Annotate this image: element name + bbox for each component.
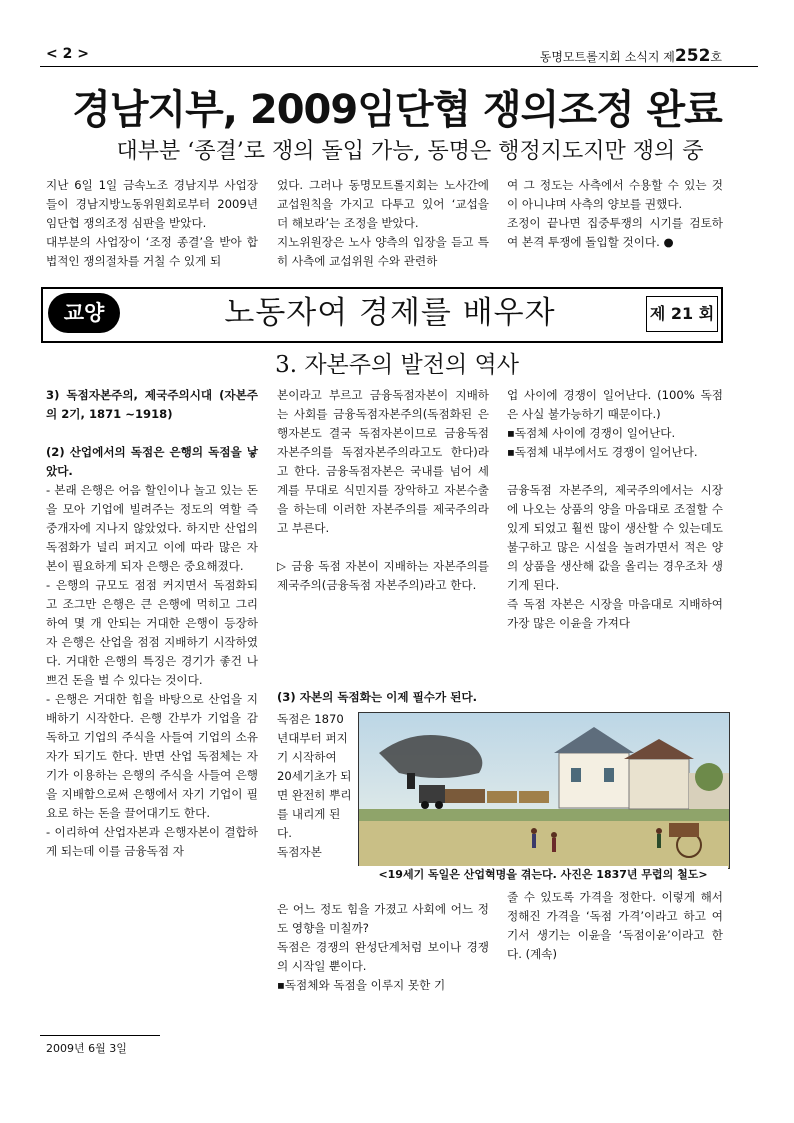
railway-painting xyxy=(358,712,730,869)
article1-col2 xyxy=(277,176,489,271)
header-rule xyxy=(40,66,758,67)
railway-illustration xyxy=(359,713,729,868)
paragraph: - 이리하여 산업자본과 은행자본이 결합하게 되는데 이를 금융독점 자 xyxy=(46,825,258,858)
paragraph: - 은행의 규모도 점점 커지면서 독점화되고 조그만 은행은 큰 은행에 먹히고 그리하여 몇 개 안되는 거대한 은행이 등장하자 은행은 산업을 점점 지배하기 시작하였다. 거대한 은행의 특징은 경기가 좋건 나쁘건 돈을 벌 수 있다는 것이다. xyxy=(46,578,258,687)
paragraph: 독점은 1870년대부터 퍼지기 시작하여 20세기초가 되면 완전히 뿌리를 내리게 된다. xyxy=(277,712,352,840)
series-title: 노동자여 경제를 배우자 xyxy=(224,295,556,331)
paragraph: 즉 독점 자본은 시장을 마음대로 지배하여 가장 많은 이윤을 가져다 xyxy=(507,597,723,630)
paragraph: 지노위원장은 노사 양측의 입장을 듣고 특히 사측에 교섭위원 수와 관련하 xyxy=(277,235,489,268)
essay-col2 xyxy=(277,386,489,595)
publish-date: 2009년 6월 3일 xyxy=(46,1042,127,1055)
article1-col3 xyxy=(507,176,723,252)
spacer xyxy=(46,424,258,443)
sub-heading: (3) 자본의 독점화는 이제 필수가 된다. xyxy=(277,690,478,704)
spacer xyxy=(277,538,489,557)
paragraph: - 본래 은행은 어음 할인이나 놀고 있는 돈을 모아 기업에 빌려주는 정도의 역할 즉 중개자에 지나지 않았었다. 하지만 산업의 독점화가 널리 퍼지고 이에 따라 많은 자본이 필요하게 되자 은행은 중요해졌다. xyxy=(46,483,258,573)
paragraph: 업 사이에 경쟁이 일어난다. (100% 독점은 사실 불가능하기 때문이다.) xyxy=(507,388,723,421)
headline: 경남지부, 2009임단협 쟁의조정 완료 xyxy=(72,87,722,133)
episode-number: 제 21 회 xyxy=(646,296,718,332)
paragraph: ▪독점체와 독점을 이루지 못한 기 xyxy=(277,978,446,992)
article1-col1 xyxy=(46,176,258,271)
sub-heading: (2) 산업에서의 독점은 은행의 독점을 낳았다. xyxy=(46,445,258,478)
paragraph: - 은행은 거대한 힘을 바탕으로 산업을 지배하기 시작한다. 은행 간부가 기업을 감독하고 기업의 주식을 사들여 기업의 소유자가 되기도 한다. 반면 산업 독점체는 자기가 이용하는 은행의 주식을 사들여 은행을 지배함으로써 은행에서 자기 기업이 필요로 하는 돈을 끌어대기도 한다. xyxy=(46,692,258,820)
paragraph: ▪독점체 사이에 경쟁이 일어난다. xyxy=(507,426,676,440)
paragraph: 본이라고 부르고 금융독점자본이 지배하는 사회를 금융독점자본주의(독점화된 은행자본도 결국 독점자본이므로 금융독점자본주의를 독점자본주의라고도 한다)라고 한다. 금융독점자본은 국내를 넘어 세계를 무대로 식민지를 장악하고 자본수출을 하는데 이러한 자본주의를 제국주의라고 부른다. xyxy=(277,388,489,535)
essay-col2-bottom xyxy=(277,900,489,995)
paragraph: ▷ 금융 독점 자본이 지배하는 자본주의를 제국주의(금융독점 자본주의)라고 한다. xyxy=(277,559,489,592)
wrap-text xyxy=(277,710,353,862)
subheadline: 대부분 ‘종결’로 쟁의 돌입 가능, 동명은 행정지도지만 쟁의 중 xyxy=(116,139,704,164)
publication-name: 동명모트롤지회 소식지 제 xyxy=(539,50,675,64)
series-tag: 교양 xyxy=(48,293,120,333)
issue-number: 252 xyxy=(674,46,711,66)
section-heading: 3) 독점자본주의, 제국주의시대 (자본주의 2기, 1871 ~1918) xyxy=(46,388,258,421)
publication-header xyxy=(540,46,722,66)
section-title: 3. 자본주의 발전의 역사 xyxy=(275,352,519,378)
paragraph: 독점자본 xyxy=(277,845,322,859)
paragraph: 여 그 정도는 사측에서 수용할 수 있는 것이 아니냐며 사측의 양보를 권했다. xyxy=(507,178,723,211)
paragraph: 었다. 그러나 동명모트롤지회는 노사간에 교섭원칙을 가지고 다투고 있어 ‘교섭을 더 해보라’는 조정을 받았다. xyxy=(277,178,489,230)
paragraph: 은 어느 정도 힘을 가졌고 사회에 어느 정도 영향을 미칠까? xyxy=(277,902,489,935)
paragraph: 독점은 경쟁의 완성단계처럼 보이나 경쟁의 시작일 뿐이다. xyxy=(277,940,489,973)
spacer xyxy=(507,462,723,481)
paragraph: 지난 6일 1일 금속노조 경남지부 사업장들이 경남지방노동위원회로부터 2009년 임단협 쟁의조정 심판을 받았다. xyxy=(46,178,258,230)
essay-col1 xyxy=(46,386,258,861)
paragraph: 줄 수 있도록 가격을 정한다. 이렇게 해서 정해진 가격을 ‘독점 가격’이라고 하고 여기서 생기는 이윤을 ‘독점이윤’이라고 한다. (계속) xyxy=(507,890,723,961)
paragraph: 대부분의 사업장이 ‘조정 종결’을 받아 합법적인 쟁의절차를 거칠 수 있게 되 xyxy=(46,235,258,268)
essay-col3-bottom xyxy=(507,888,723,964)
essay-col3 xyxy=(507,386,723,633)
paragraph: 조정이 끝나면 집중투쟁의 시기를 검토하여 본격 투쟁에 돌입할 것이다. ● xyxy=(507,216,723,249)
page-number: < 2 > xyxy=(46,46,89,62)
paragraph: ▪독점체 내부에서도 경쟁이 일어난다. xyxy=(507,445,698,459)
footer-rule xyxy=(40,1035,160,1036)
photo-caption: <19세기 독일은 산업혁명을 겪는다. 사진은 1837년 무렵의 철도> xyxy=(358,866,728,884)
paragraph: 금융독점 자본주의, 제국주의에서는 시장에 나오는 상품의 양을 마음대로 조절할 수 있게 되었고 훨씬 많이 생산할 수 있는데도 불구하고 많은 시설을 놀려가면서 적은 양의 상품을 생산해 값을 올리는 경우조차 생기게 된다. xyxy=(507,483,723,592)
issue-suffix: 호 xyxy=(710,50,722,64)
